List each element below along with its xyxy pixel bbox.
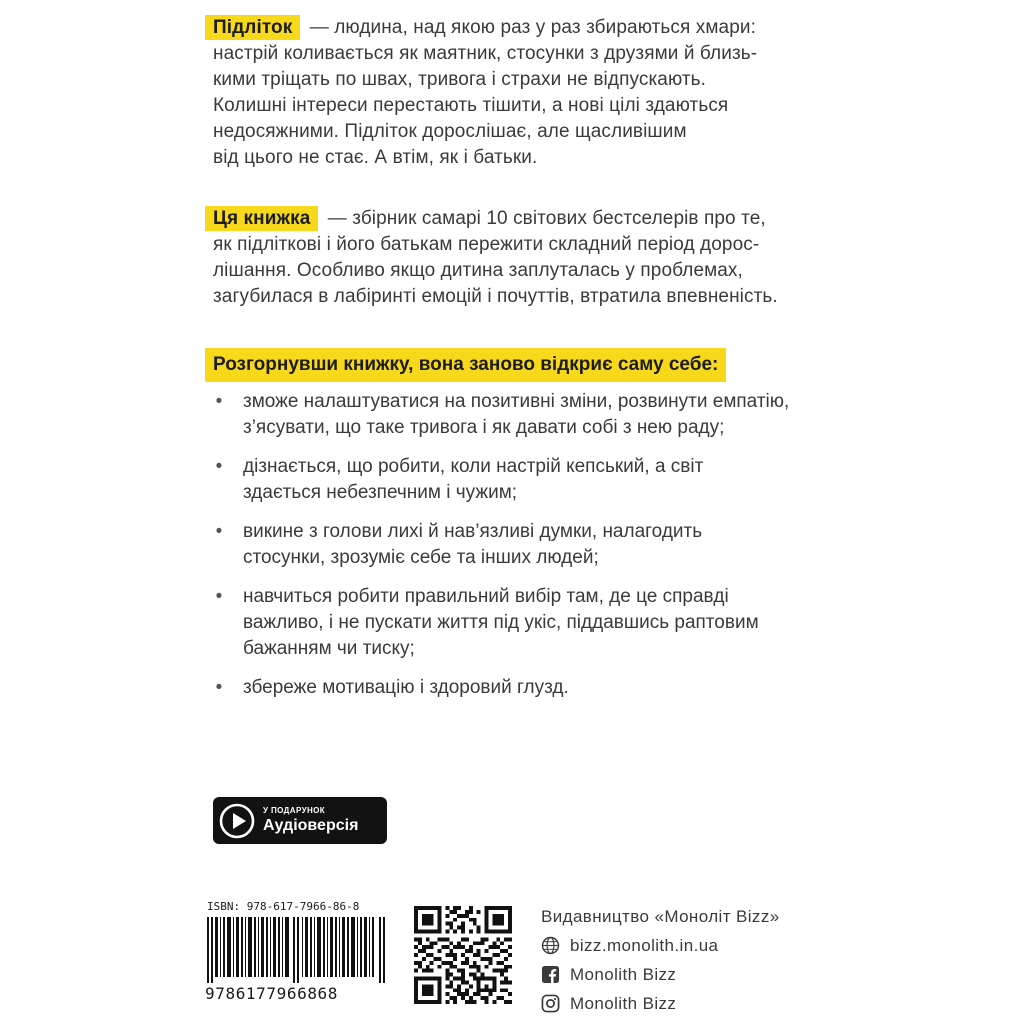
benefits-heading: Розгорнувши книжку, вона заново відкриє саму себе: bbox=[205, 348, 726, 382]
list-item: • дізнається, що робити, коли настрій кепський, а світ здається небезпечним і чужим; bbox=[213, 454, 853, 506]
barcode-bars-icon bbox=[207, 917, 387, 983]
about-highlight: Ця книжка bbox=[205, 206, 318, 231]
bullet-icon: • bbox=[215, 391, 223, 412]
publisher-info bbox=[541, 902, 780, 1018]
list-item: • збереже мотивацію і здоровий глузд. bbox=[213, 675, 853, 701]
play-circle-icon bbox=[219, 803, 255, 839]
publisher-facebook: Monolith Bizz bbox=[541, 960, 780, 989]
intro-highlight: Підліток bbox=[205, 15, 300, 40]
audio-badge-caption: У ПОДАРУНОК bbox=[263, 806, 326, 815]
publisher-instagram: Monolith Bizz bbox=[541, 989, 780, 1018]
publisher-name: Видавництво «Моноліт Bizz» bbox=[541, 907, 780, 926]
about-line: як підліткові і його батькам пережити складний період дорос- bbox=[213, 234, 760, 255]
about-line: — збірник самарі 10 світових бестселерів про те, bbox=[327, 208, 766, 229]
intro-line: Колишні інтереси перестають тішити, а нові цілі здаються bbox=[213, 95, 729, 116]
bullet-icon: • bbox=[215, 456, 223, 477]
intro-line: кими тріщать по швах, тривога і страхи не відпускають. bbox=[213, 69, 707, 90]
isbn-label: ISBN: 978-617-7966-86-8 bbox=[207, 900, 360, 913]
list-item: • навчиться робити правильний вибір там, де це справді важливо, і не пускати життя під укіс, піддавшись раптовим бажанням чи тиску; bbox=[213, 584, 853, 662]
audio-badge-label: Аудіоверсія bbox=[263, 817, 359, 834]
qr-code-icon[interactable] bbox=[414, 906, 512, 1004]
globe-icon bbox=[541, 936, 560, 955]
facebook-icon bbox=[541, 965, 560, 984]
bullet-icon: • bbox=[215, 521, 223, 542]
bullet-icon: • bbox=[215, 586, 223, 607]
audio-version-button[interactable] bbox=[213, 797, 387, 844]
instagram-icon bbox=[541, 994, 560, 1013]
benefits-list bbox=[213, 389, 853, 714]
intro-line: від цього не стає. А втім, як і батьки. bbox=[213, 147, 538, 168]
about-line: лішання. Особливо якщо дитина заплуталась у проблемах, bbox=[213, 260, 743, 281]
about-paragraph bbox=[213, 206, 853, 310]
barcode-digits: 9786177966868 bbox=[205, 984, 339, 1003]
publisher-website: bizz.monolith.in.ua bbox=[541, 931, 780, 960]
intro-line: настрій коливається як маятник, стосунки з друзями й близь- bbox=[213, 43, 758, 64]
list-item: • викине з голови лихі й нав’язливі думки, налагодить стосунки, зрозуміє себе та інших людей; bbox=[213, 519, 853, 571]
about-line: загубилася в лабіринті емоцій і почуттів, втратила впевненість. bbox=[213, 286, 778, 307]
list-item: • зможе налаштуватися на позитивні зміни, розвинути емпатію, з’ясувати, що таке тривога і як давати собі з нею раду; bbox=[213, 389, 853, 441]
bullet-icon: • bbox=[215, 677, 223, 698]
barcode bbox=[201, 896, 393, 1012]
intro-line: недосяжними. Підліток дорослішає, але щасливішим bbox=[213, 121, 687, 142]
intro-line: — людина, над якою раз у раз збираються хмари: bbox=[309, 17, 756, 38]
intro-paragraph bbox=[213, 15, 853, 171]
